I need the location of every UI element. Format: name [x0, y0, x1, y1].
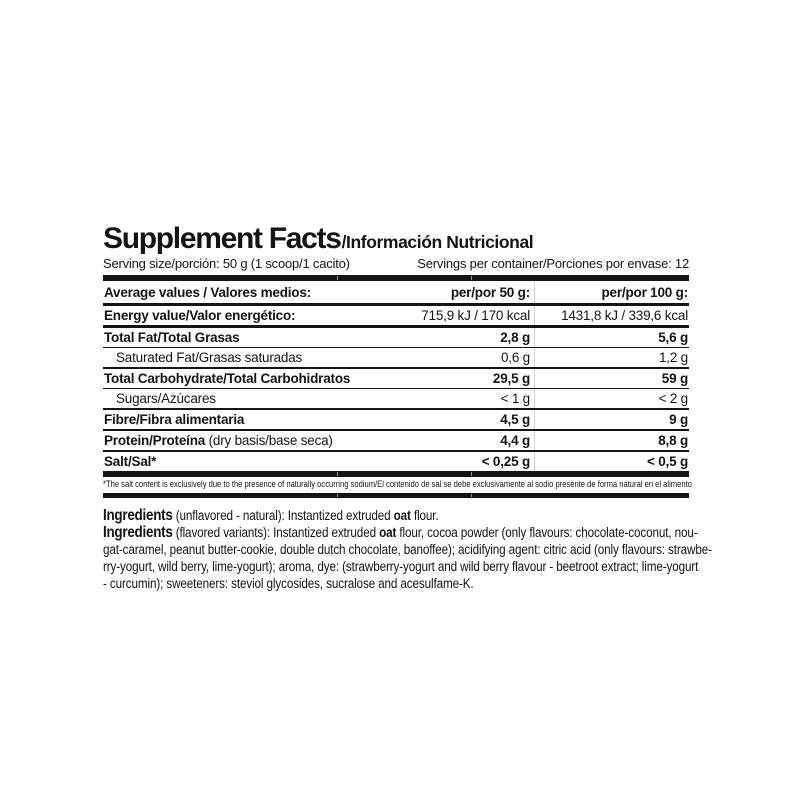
per100-value: < 0,5 g — [647, 453, 688, 469]
per100-value: < 2 g — [658, 390, 688, 406]
nutrient-row-protein — [103, 431, 689, 452]
ingredients-section — [103, 507, 712, 592]
per50-value: 2,8 g — [500, 329, 530, 345]
per100-value: 8,8 g — [658, 432, 688, 448]
nutrient-label: Protein/Proteína — [104, 432, 206, 448]
per100-value: 59 g — [661, 370, 688, 386]
divider-bar-below-footnote — [103, 493, 689, 498]
ingredients-text: flour, cocoa powder (only flavours: chocolate-coconut, nou- — [396, 525, 698, 540]
header-per-50g: per/por 50 g: — [450, 285, 530, 300]
ingredients-flavored-line-4: - curcumin); sweeteners: steviol glycosides, sucralose and acesulfame-K. — [103, 576, 474, 591]
ingredients-text: (unflavored - natural): Instantized extruded — [172, 508, 394, 523]
per50-value: 0,6 g — [500, 349, 530, 365]
title-informacion-nutricional: /Información Nutricional — [341, 232, 534, 252]
per50-value: < 1 g — [500, 390, 530, 406]
per50-value: 4,5 g — [500, 411, 530, 427]
bar-notch — [337, 472, 338, 476]
ingredients-unflavored-line — [103, 507, 689, 524]
bar-notch — [337, 276, 338, 280]
nutrient-label-note: (dry basis/base seca) — [205, 432, 333, 448]
ingredients-flavored-line-3: rry-yogurt, wild berry, lime-yogurt); aroma, dye: (strawberry-yogurt and wild berry flavour - beetroot extract; lime-yogurt — [103, 559, 699, 574]
bar-notch — [337, 494, 338, 497]
nutrient-label: Fibre/Fibra alimentaria — [104, 411, 245, 427]
nutrition-table — [103, 281, 689, 471]
nutrient-row-saturated-fat — [103, 348, 689, 369]
per50-value: 29,5 g — [492, 370, 530, 386]
supplement-facts-label — [103, 222, 712, 592]
nutrient-row-fibre — [103, 410, 689, 431]
header-average-values: Average values / Valores medios: — [104, 285, 311, 300]
per100-value: 5,6 g — [658, 329, 688, 345]
nutrient-row-salt — [103, 452, 689, 471]
ingredients-oat-bold: oat — [379, 525, 397, 540]
ingredients-heading: Ingredients — [103, 524, 173, 541]
nutrient-label: Total Fat/Total Grasas — [104, 329, 240, 345]
ingredients-heading: Ingredients — [103, 507, 173, 524]
bar-notch — [471, 472, 472, 476]
nutrient-label: Total Carbohydrate/Total Carbohidratos — [104, 370, 351, 386]
servings-per-container-text: Servings per container/Porciones por envase: 12 — [417, 256, 689, 271]
table-header-row — [103, 281, 689, 306]
ingredients-text: flour. — [410, 508, 439, 523]
ingredients-flavored-line-1 — [103, 524, 698, 541]
ingredients-text: (flavored variants): Instantized extruded — [172, 525, 380, 540]
label-title-row — [103, 224, 689, 253]
nutrient-label: Saturated Fat/Grasas saturadas — [116, 349, 303, 365]
nutrient-label: Salt/Sal* — [104, 453, 157, 469]
per100-value: 1,2 g — [658, 349, 688, 365]
nutrient-row-total-fat — [103, 328, 689, 348]
nutrient-row-total-carbohydrate — [103, 369, 689, 389]
nutrient-row-sugars — [103, 389, 689, 410]
serving-size-text: Serving size/porción: 50 g (1 scoop/1 cacito) — [103, 256, 350, 271]
per50-value: < 0,25 g — [481, 453, 530, 469]
per100-value: 1431,8 kJ / 339,6 kcal — [561, 307, 688, 323]
ingredients-flavored-line-2: gat-caramel, peanut butter-cookie, double dutch chocolate, banoffee); acidifying agent: citric acid (only flavours: strawbe- — [103, 542, 712, 557]
nutrient-row-energy — [103, 306, 689, 328]
bar-notch — [471, 276, 472, 280]
header-per-100g: per/por 100 g: — [601, 285, 688, 300]
nutrient-label: Energy value/Valor energético: — [104, 307, 296, 323]
per50-value: 715,9 kJ / 170 kcal — [421, 307, 530, 323]
ingredients-oat-bold: oat — [393, 508, 411, 523]
bar-notch — [471, 494, 472, 497]
salt-footnote: *The salt content is exclusively due to the presence of naturally occurring sodium/El contenido de sal se debe exclusivamente al sodio presente de forma natural en el alimento — [103, 479, 692, 490]
serving-info-row — [103, 256, 689, 272]
per50-value: 4,4 g — [500, 432, 530, 448]
per100-value: 9 g — [669, 411, 688, 427]
title-supplement-facts: Supplement Facts — [103, 222, 341, 255]
nutrient-label: Sugars/Azúcares — [116, 390, 216, 406]
